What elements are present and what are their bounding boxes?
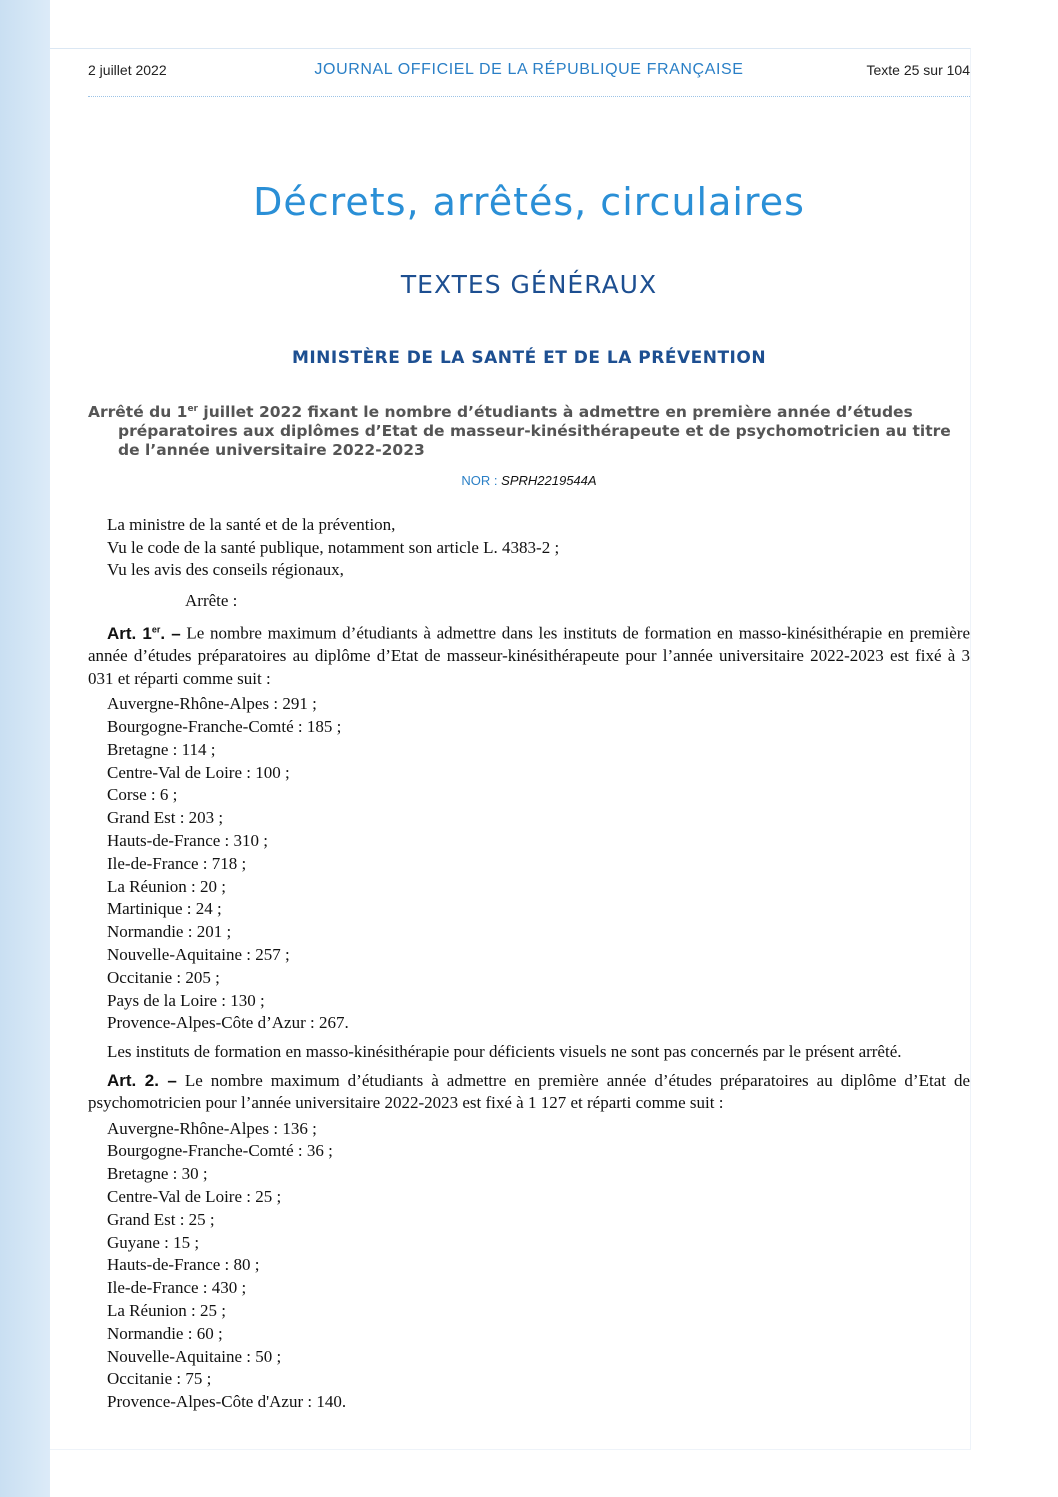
list-item: Occitanie : 75 ; xyxy=(107,1369,212,1389)
ministry-heading: MINISTÈRE DE LA SANTÉ ET DE LA PRÉVENTION xyxy=(291,348,767,368)
list-item: Hauts-de-France : 80 ; xyxy=(107,1255,260,1275)
article-1-list xyxy=(88,693,970,1035)
article-2-list xyxy=(88,1118,970,1414)
header-divider xyxy=(88,96,970,97)
list-item: Bretagne : 114 ; xyxy=(107,739,216,759)
list-item: Nouvelle-Aquitaine : 50 ; xyxy=(107,1346,282,1366)
list-item: Normandie : 60 ; xyxy=(107,1323,223,1343)
nor-reference xyxy=(0,473,1058,488)
list-item: La Réunion : 20 ; xyxy=(107,876,226,896)
article-1-label-end: . – xyxy=(160,623,181,643)
preamble-line: Vu le code de la santé publique, notamment son article L. 4383-2 ; xyxy=(107,537,560,557)
left-margin-band xyxy=(0,0,50,1497)
list-item: Grand Est : 25 ; xyxy=(107,1209,215,1229)
list-item: Bretagne : 30 ; xyxy=(107,1164,208,1184)
article-2 xyxy=(88,1070,970,1115)
arrete-title-part2: juillet 2022 fixant le nombre d’étudiants à admettre en première année d’études préparatoires aux diplômes d’Etat de masseur-kinésithérapeute et de psychomotricien au titre de l’année universitaire 2022-2023 xyxy=(118,403,951,460)
arrete-title-sup: er xyxy=(187,404,198,414)
article-1 xyxy=(88,618,970,690)
preamble-line: La ministre de la santé et de la prévention, xyxy=(107,515,396,534)
section-title: TEXTES GÉNÉRAUX xyxy=(400,270,658,299)
list-item: Corse : 6 ; xyxy=(107,785,178,805)
list-item: Pays de la Loire : 130 ; xyxy=(107,990,265,1010)
preamble-line: Vu les avis des conseils régionaux, xyxy=(107,560,344,579)
article-1-label xyxy=(107,624,181,643)
nor-value: SPRH2219544A xyxy=(501,473,597,488)
list-item: Hauts-de-France : 310 ; xyxy=(107,830,268,850)
header-date: 2 juillet 2022 xyxy=(88,62,167,78)
document-body xyxy=(88,514,970,1417)
article-1-note: Les instituts de formation en masso-kinésithérapie pour déficients visuels ne sont pas concernés par le présent arrêté. xyxy=(107,1042,902,1062)
list-item: Ile-de-France : 430 ; xyxy=(107,1278,247,1298)
article-2-text: Le nombre maximum d’étudiants à admettre en première année d’études préparatoires au diplôme d’Etat de psychomotricien pour l’année universitaire 2022-2023 est fixé à 1 127 et réparti comme suit : xyxy=(88,1070,971,1113)
list-item: Ile-de-France : 718 ; xyxy=(107,853,247,873)
list-item: Centre-Val de Loire : 25 ; xyxy=(107,1187,282,1206)
arrete-title-part1: Arrêté du 1 xyxy=(88,403,188,422)
page-header xyxy=(88,62,970,84)
list-item: Auvergne-Rhône-Alpes : 291 ; xyxy=(107,694,317,714)
list-item: Guyane : 15 ; xyxy=(107,1232,200,1252)
article-1-text: Le nombre maximum d’étudiants à admettre dans les instituts de formation en masso-kinésithérapie en première année d’études préparatoires au diplôme d’Etat de masseur-kinésithérapeute pour l’année universitaire 2022-2023 est fixé à 3 031 et réparti comme suit : xyxy=(88,623,970,688)
list-item: Provence-Alpes-Côte d’Azur : 267. xyxy=(107,1013,349,1033)
list-item: Normandie : 201 ; xyxy=(107,922,232,942)
list-item: Martinique : 24 ; xyxy=(107,899,222,919)
nor-label: NOR : xyxy=(461,473,502,488)
list-item: Occitanie : 205 ; xyxy=(107,967,220,987)
header-journal-title: JOURNAL OFFICIEL DE LA RÉPUBLIQUE FRANÇAISE xyxy=(314,61,744,78)
list-item: Auvergne-Rhône-Alpes : 136 ; xyxy=(107,1118,317,1138)
list-item: Grand Est : 203 ; xyxy=(107,808,224,828)
arrete-word: Arrête : xyxy=(185,590,238,610)
article-1-label-text: Art. 1 xyxy=(107,623,152,643)
list-item: Provence-Alpes-Côte d'Azur : 140. xyxy=(107,1392,347,1412)
arrete-title xyxy=(88,400,970,460)
list-item: La Réunion : 25 ; xyxy=(107,1300,226,1320)
main-title: Décrets, arrêtés, circulaires xyxy=(253,180,805,224)
list-item: Centre-Val de Loire : 100 ; xyxy=(107,762,290,782)
article-2-label: Art. 2. – xyxy=(107,1070,177,1090)
list-item: Bourgogne-Franche-Comté : 36 ; xyxy=(107,1141,333,1161)
list-item: Bourgogne-Franche-Comté : 185 ; xyxy=(107,716,342,736)
article-1-label-sup: er xyxy=(151,624,161,634)
header-text-number: Texte 25 sur 104 xyxy=(866,62,970,78)
list-item: Nouvelle-Aquitaine : 257 ; xyxy=(107,944,290,964)
